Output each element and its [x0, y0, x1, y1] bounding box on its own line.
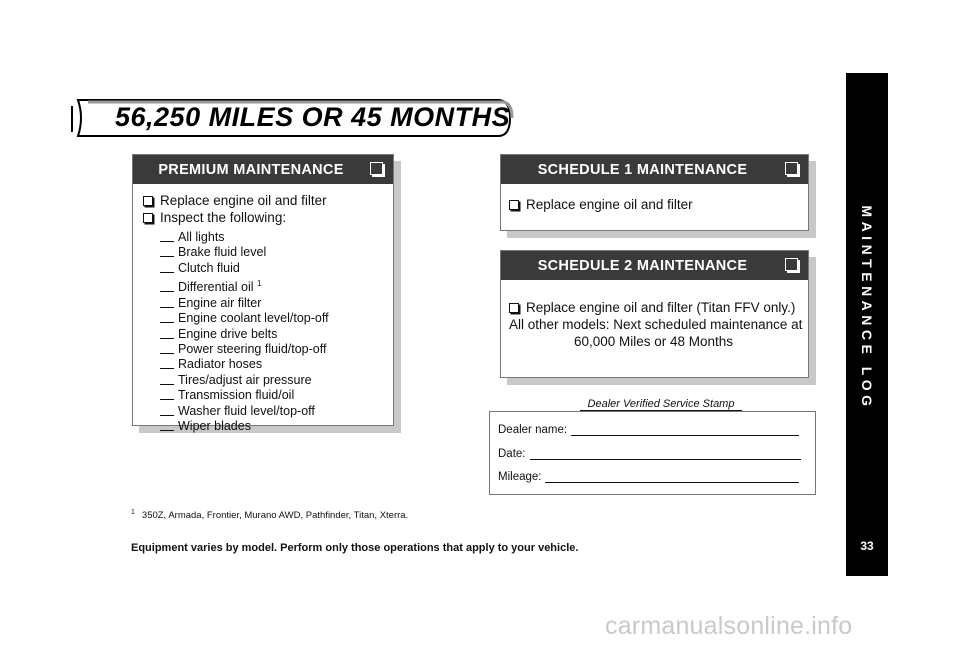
mileage-field[interactable]	[498, 471, 799, 483]
checklist-item-label: Replace engine oil and filter	[526, 197, 693, 212]
blank-line[interactable]	[160, 430, 174, 431]
schedule-1-box	[500, 154, 809, 231]
blank-line[interactable]	[160, 272, 174, 273]
blank-line[interactable]	[160, 291, 174, 292]
disclaimer: Equipment varies by model. Perform only those operations that apply to your vehicle.	[131, 542, 579, 554]
inspect-item: Washer fluid level/top-off	[143, 404, 393, 419]
blank-line[interactable]	[160, 322, 174, 323]
inspect-item: All lights	[143, 230, 393, 245]
checklist-item[interactable]	[143, 209, 393, 226]
checkbox-icon[interactable]	[143, 196, 153, 206]
checkbox-icon[interactable]	[509, 303, 519, 313]
footnote-marker: 1	[257, 279, 262, 289]
mileage-label: Mileage:	[498, 471, 542, 483]
inspect-item: Engine coolant level/top-off	[143, 311, 393, 326]
date-label: Date:	[498, 448, 526, 460]
inspect-item: Tires/adjust air pressure	[143, 373, 393, 388]
checklist-item[interactable]	[509, 299, 808, 316]
inspect-item: Power steering fluid/top-off	[143, 342, 393, 357]
inspect-list	[143, 230, 393, 434]
blank-line[interactable]	[160, 399, 174, 400]
header-checkbox-icon	[785, 162, 798, 175]
premium-maintenance-box	[132, 154, 394, 434]
premium-header	[133, 155, 393, 184]
mileage-line[interactable]	[545, 472, 799, 483]
side-tab-label: MAINTENANCE LOG	[859, 205, 875, 411]
schedule-2-header	[501, 251, 808, 280]
inspect-item: Radiator hoses	[143, 357, 393, 372]
title-banner	[70, 98, 510, 136]
inspect-item: Wiper blades	[143, 419, 393, 434]
schedule-2-next-interval: 60,000 Miles or 48 Months	[573, 334, 734, 349]
dealer-name-label: Dealer name:	[498, 424, 568, 436]
inspect-item: Brake fluid level	[143, 245, 393, 260]
footnote-text: 350Z, Armada, Frontier, Murano AWD, Pathfinder, Titan, Xterra.	[141, 510, 409, 522]
schedule-1-header-label: SCHEDULE 1 MAINTENANCE	[537, 161, 748, 178]
schedule-2-box	[500, 250, 809, 378]
inspect-item: Engine air filter	[143, 296, 393, 311]
blank-line[interactable]	[160, 384, 174, 385]
side-tab	[846, 73, 888, 576]
schedule-2-note: All other models: Next scheduled maintenance at	[509, 317, 803, 332]
checklist-item[interactable]	[509, 196, 808, 213]
checklist-item-label: Inspect the following:	[160, 210, 287, 225]
date-line[interactable]	[530, 449, 801, 460]
dealer-stamp-box	[489, 411, 816, 495]
blank-line[interactable]	[160, 353, 174, 354]
date-field[interactable]	[498, 448, 801, 460]
watermark: carmanualsonline.info	[605, 612, 853, 640]
schedule-1-header	[501, 155, 808, 184]
inspect-item: Differential oil $^1$	[143, 276, 393, 296]
checklist-item-label: Replace engine oil and filter	[160, 193, 327, 208]
blank-line[interactable]	[160, 415, 174, 416]
page-number: 33	[860, 539, 874, 553]
checkbox-icon[interactable]	[509, 200, 519, 210]
checklist-item[interactable]	[143, 192, 393, 209]
checklist-item-label: Replace engine oil and filter (Titan FFV only.)	[526, 300, 796, 315]
blank-line[interactable]	[160, 307, 174, 308]
blank-line[interactable]	[160, 368, 174, 369]
inspect-item: Engine drive belts	[143, 327, 393, 342]
stamp-title: Dealer Verified Service Stamp	[500, 398, 822, 410]
blank-line[interactable]	[160, 338, 174, 339]
footnote-mark: 1	[131, 509, 135, 516]
header-checkbox-icon	[370, 162, 383, 175]
blank-line[interactable]	[160, 256, 174, 257]
schedule-2-header-label: SCHEDULE 2 MAINTENANCE	[537, 257, 748, 274]
dealer-name-line[interactable]	[571, 425, 799, 436]
page-title: 56,250 MILES OR 45 MONTHS	[115, 102, 511, 132]
inspect-item: Transmission fluid/oil	[143, 388, 393, 403]
inspect-item: Clutch fluid	[143, 261, 393, 276]
header-checkbox-icon	[785, 258, 798, 271]
dealer-name-field[interactable]	[498, 424, 799, 436]
blank-line[interactable]	[160, 241, 174, 242]
premium-header-label: PREMIUM MAINTENANCE	[158, 161, 344, 178]
footnote	[131, 509, 408, 521]
checkbox-icon[interactable]	[143, 213, 153, 223]
